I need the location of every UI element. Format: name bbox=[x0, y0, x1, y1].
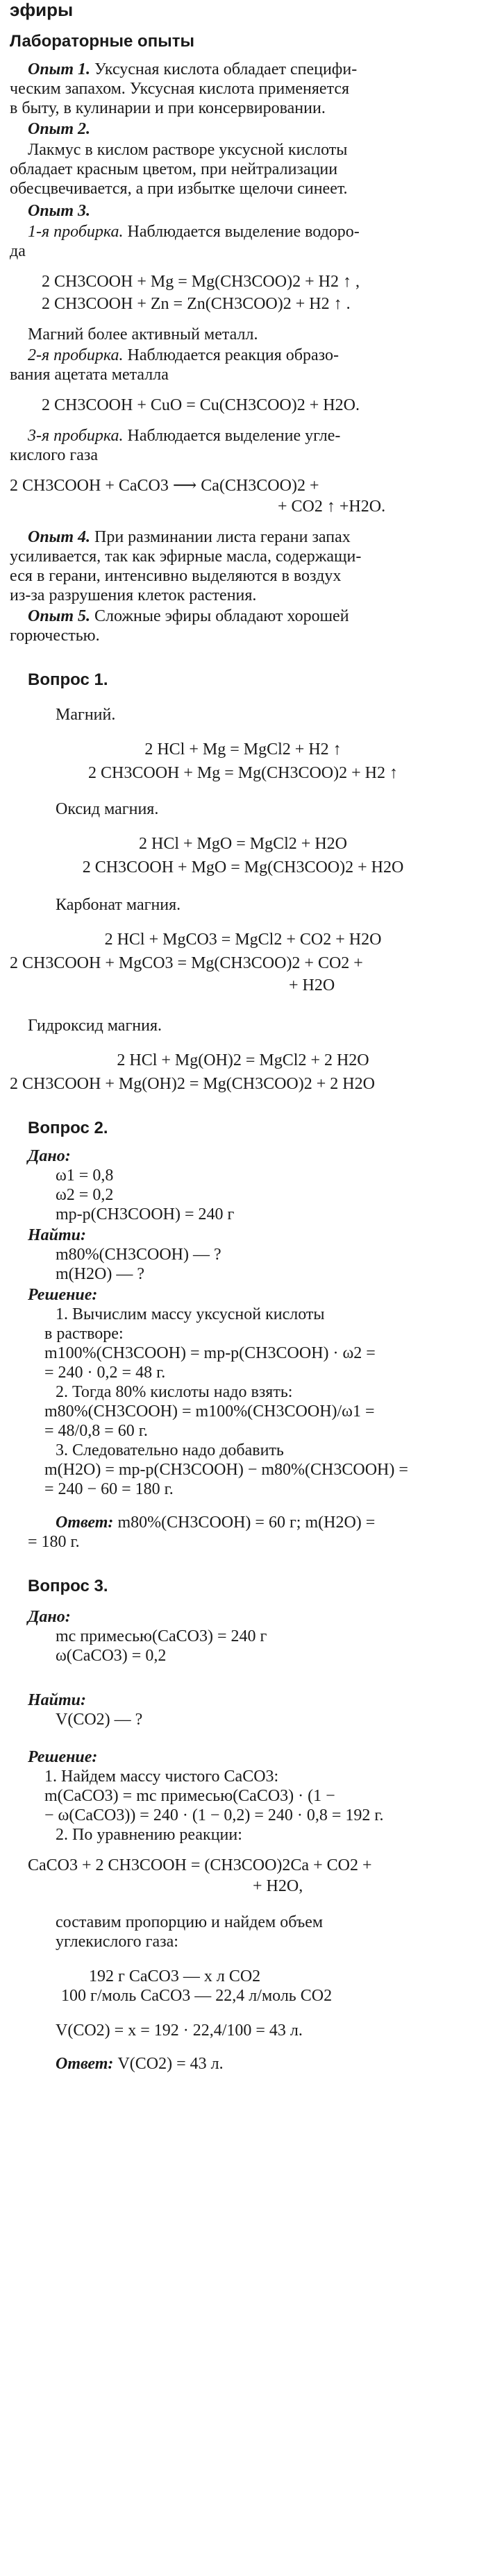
solution-line: 1. Найдем массу чистого CaCO3: bbox=[44, 1768, 279, 1786]
answer-label: Ответ: bbox=[56, 1514, 114, 1532]
answer-text: m80%(CH3COOH) = 60 г; m(H2O) = bbox=[117, 1514, 376, 1532]
experiment-5-line bbox=[28, 607, 349, 626]
experiment-1-title: Опыт 1. bbox=[28, 60, 90, 78]
given-label: Дано: bbox=[28, 1608, 71, 1626]
solution-line: углекислого газа: bbox=[56, 1933, 178, 1951]
solution-label: Решение: bbox=[28, 1286, 98, 1304]
experiment-4-text: еся в герани, интенсивно выделяются в воздух bbox=[10, 567, 342, 585]
equation: + H2O bbox=[289, 976, 335, 994]
equation: 2 CH3COOH + MgO = Mg(CH3COO)2 + H2O bbox=[82, 858, 404, 876]
tube-2-line bbox=[28, 346, 339, 365]
given-label: Дано: bbox=[28, 1147, 71, 1165]
solution-line: 2. Тогда 80% кислоты надо взять: bbox=[56, 1383, 293, 1401]
solution-line: = 240 · 0,2 = 48 г. bbox=[44, 1364, 166, 1382]
experiment-1-text: ческим запахом. Уксусная кислота применяется bbox=[10, 80, 350, 98]
given-item: ω1 = 0,8 bbox=[56, 1167, 114, 1185]
equation: CaCO3 + 2 CH3COOH = (CH3COO)2Ca + CO2 + bbox=[28, 1856, 372, 1874]
paragraph: Оксид магния. bbox=[56, 800, 159, 818]
question-1-title: Вопрос 1. bbox=[28, 670, 108, 689]
solution-line: V(CO2) = x = 192 · 22,4/100 = 43 л. bbox=[56, 2022, 303, 2040]
experiment-2-title: Опыт 2. bbox=[28, 120, 90, 138]
given-item: ω(CaCO3) = 0,2 bbox=[56, 1647, 167, 1665]
experiment-2-text: обладает красным цветом, при нейтрализации bbox=[10, 160, 338, 178]
equation: 2 HCl + Mg(OH)2 = MgCl2 + 2 H2O bbox=[117, 1051, 369, 1069]
equation: 2 CH3COOH + MgCO3 = Mg(CH3COO)2 + CO2 + bbox=[10, 954, 363, 972]
experiment-4-text: усиливается, так как эфирные масла, содержащи- bbox=[10, 548, 362, 566]
solution-line: составим пропорцию и найдем объем bbox=[56, 1913, 324, 1931]
tube-3-text: Наблюдается выделение угле- bbox=[127, 427, 341, 445]
experiment-5-title: Опыт 5. bbox=[28, 607, 90, 625]
solution-line: 2. По уравнению реакции: bbox=[56, 1826, 242, 1844]
solution-line: 1. Вычислим массу уксусной кислоты bbox=[56, 1305, 325, 1323]
given-item: mр-р(CH3COOH) = 240 г bbox=[56, 1205, 235, 1223]
paragraph: Магний более активный металл. bbox=[28, 325, 258, 344]
tube-2-label: 2-я пробирка. bbox=[28, 346, 124, 364]
tube-3-line bbox=[28, 426, 340, 446]
experiment-4-text: При разминании листа герани запах bbox=[94, 528, 351, 546]
equation: + H2O, bbox=[253, 1877, 303, 1895]
solution-line: m(H2O) = mр-р(CH3COOH) − m80%(CH3COOH) = bbox=[44, 1461, 408, 1479]
experiment-1-text: Уксусная кислота обладает специфи- bbox=[94, 60, 358, 78]
solution-line: в растворе: bbox=[44, 1325, 124, 1343]
section-header: эфиры bbox=[10, 0, 74, 20]
solution-label: Решение: bbox=[28, 1748, 98, 1766]
find-label: Найти: bbox=[28, 1226, 87, 1244]
tube-3-label: 3-я пробирка. bbox=[28, 427, 124, 445]
tube-1-label: 1-я пробирка. bbox=[28, 223, 124, 241]
answer-line bbox=[56, 1513, 375, 1532]
equation: + CO2 ↑ +H2O. bbox=[278, 498, 386, 516]
find-label: Найти: bbox=[28, 1691, 87, 1709]
tube-1-text: да bbox=[10, 242, 26, 260]
equation: 2 HCl + MgO = MgCl2 + H2O bbox=[139, 835, 347, 853]
lab-title: Лабораторные опыты bbox=[10, 32, 194, 51]
equation: 2 HCl + MgCO3 = MgCl2 + CO2 + H2O bbox=[104, 931, 382, 949]
paragraph: Гидроксид магния. bbox=[28, 1017, 162, 1035]
tube-1-text: Наблюдается выделение водоро- bbox=[127, 223, 360, 241]
tube-3-text: кислого газа bbox=[10, 446, 99, 464]
proportion-line: 100 г/моль CaCO3 — 22,4 л/моль CO2 bbox=[61, 1987, 333, 2005]
answer-text: V(CO2) = 43 л. bbox=[117, 2055, 224, 2073]
find-item: V(CO2) — ? bbox=[56, 1711, 143, 1729]
experiment-2-text: Лакмус в кислом растворе уксусной кислоты bbox=[28, 141, 348, 159]
question-3-title: Вопрос 3. bbox=[28, 1577, 108, 1595]
answer-line bbox=[56, 2054, 224, 2074]
equation: 2 CH3COOH + Mg(OH)2 = Mg(CH3COO)2 + 2 H2O bbox=[10, 1075, 375, 1093]
equation: 2 CH3COOH + Mg = Mg(CH3COO)2 + H2 ↑ bbox=[88, 764, 398, 782]
given-item: ω2 = 0,2 bbox=[56, 1186, 114, 1204]
question-2-title: Вопрос 2. bbox=[28, 1119, 108, 1137]
experiment-3-title: Опыт 3. bbox=[28, 202, 90, 220]
solution-line: m(CaCO3) = mс примесью(CaCO3) · (1 − bbox=[44, 1787, 335, 1805]
experiment-5-text: горючестью. bbox=[10, 627, 100, 645]
solution-line: − ω(CaCO3)) = 240 · (1 − 0,2) = 240 · 0,8 = 192 г. bbox=[44, 1806, 384, 1824]
experiment-5-text: Сложные эфиры обладают хорошей bbox=[94, 607, 349, 625]
solution-line: = 240 − 60 = 180 г. bbox=[44, 1480, 174, 1498]
equation: 2 CH3COOH + Mg = Mg(CH3COO)2 + H2 ↑ , bbox=[42, 273, 360, 291]
tube-1-line bbox=[28, 222, 360, 242]
solution-line: m80%(CH3COOH) = m100%(CH3COOH)/ω1 = bbox=[44, 1403, 375, 1421]
equation: 2 CH3COOH + CuO = Cu(CH3COO)2 + H2O. bbox=[42, 396, 360, 414]
paragraph: Магний. bbox=[56, 706, 116, 724]
equation: 2 HCl + Mg = MgCl2 + H2 ↑ bbox=[144, 740, 342, 759]
equation: 2 CH3COOH + Zn = Zn(CH3COO)2 + H2 ↑ . bbox=[42, 295, 351, 313]
proportion-line: 192 г CaCO3 — x л CO2 bbox=[89, 1967, 261, 1985]
find-item: m80%(CH3COOH) — ? bbox=[56, 1246, 221, 1264]
experiment-1-text: в быту, в кулинарии и при консервировании. bbox=[10, 99, 326, 117]
solution-line: = 48/0,8 = 60 г. bbox=[44, 1422, 148, 1440]
equation: 2 CH3COOH + CaCO3 ⟶ Ca(CH3COO)2 + bbox=[10, 477, 319, 495]
solution-line: m100%(CH3COOH) = mр-р(CH3COOH) · ω2 = bbox=[44, 1344, 376, 1362]
experiment-2-text: обесцвечивается, а при избытке щелочи синеет. bbox=[10, 180, 348, 198]
experiment-4-title: Опыт 4. bbox=[28, 528, 90, 546]
experiment-4-text: из-за разрушения клеток растения. bbox=[10, 586, 257, 604]
paragraph: Карбонат магния. bbox=[56, 896, 181, 914]
given-item: mс примесью(CaCO3) = 240 г bbox=[56, 1627, 267, 1645]
solution-line: 3. Следовательно надо добавить bbox=[56, 1441, 284, 1459]
tube-2-text: Наблюдается реакция образо- bbox=[127, 346, 339, 364]
answer-text: = 180 г. bbox=[28, 1533, 80, 1551]
find-item: m(H2O) — ? bbox=[56, 1265, 144, 1283]
tube-2-text: вания ацетата металла bbox=[10, 366, 169, 384]
experiment-4-line bbox=[28, 527, 351, 547]
experiment-1-line bbox=[28, 60, 357, 79]
answer-label: Ответ: bbox=[56, 2055, 114, 2073]
